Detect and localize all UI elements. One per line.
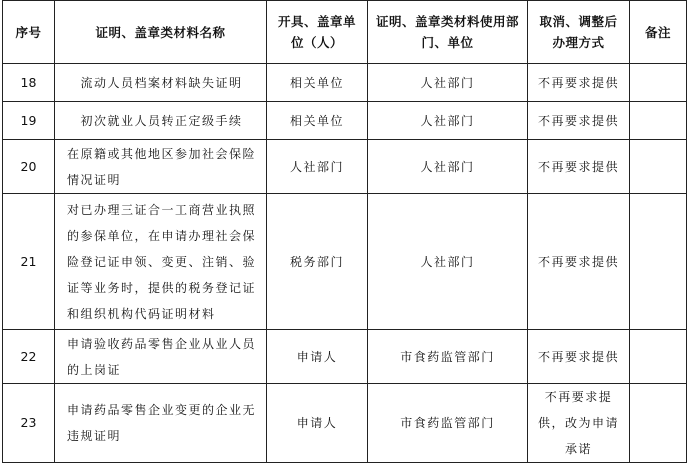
row-note bbox=[630, 140, 687, 194]
table-row bbox=[3, 384, 687, 463]
row-dept: 市食药监管部门 bbox=[368, 330, 528, 384]
row-no: 19 bbox=[3, 102, 55, 140]
header-issuer: 开具、盖章单位（人） bbox=[267, 1, 368, 64]
row-name: 在原籍或其他地区参加社会保险情况证明 bbox=[55, 140, 267, 194]
row-name: 对已办理三证合一工商营业执照的参保单位，在申请办理社会保险登记证申领、变更、注销、验证等业务时，提供的税务登记证和组织机构代码证明材料 bbox=[55, 194, 267, 330]
table-row bbox=[3, 140, 687, 194]
row-method: 不再要求提供 bbox=[528, 194, 630, 330]
row-note bbox=[630, 194, 687, 330]
row-method: 不再要求提供 bbox=[528, 330, 630, 384]
row-method: 不再要求提供 bbox=[528, 64, 630, 102]
header-row bbox=[3, 1, 687, 64]
materials-table bbox=[2, 0, 687, 463]
row-dept: 人社部门 bbox=[368, 64, 528, 102]
table-row bbox=[3, 194, 687, 330]
table-row bbox=[3, 64, 687, 102]
row-no: 18 bbox=[3, 64, 55, 102]
header-no: 序号 bbox=[3, 1, 55, 64]
row-name: 申请药品零售企业变更的企业无违规证明 bbox=[55, 384, 267, 463]
row-name: 流动人员档案材料缺失证明 bbox=[55, 64, 267, 102]
row-no: 23 bbox=[3, 384, 55, 463]
row-issuer: 申请人 bbox=[267, 384, 368, 463]
row-dept: 人社部门 bbox=[368, 102, 528, 140]
header-dept: 证明、盖章类材料使用部门、单位 bbox=[368, 1, 528, 64]
header-method: 取消、调整后办理方式 bbox=[528, 1, 630, 64]
row-issuer: 税务部门 bbox=[267, 194, 368, 330]
table-row bbox=[3, 102, 687, 140]
row-issuer: 相关单位 bbox=[267, 64, 368, 102]
row-method: 不再要求提供，改为申请承诺 bbox=[528, 384, 630, 463]
table-body bbox=[3, 64, 687, 463]
header-note: 备注 bbox=[630, 1, 687, 64]
row-dept: 人社部门 bbox=[368, 194, 528, 330]
row-method: 不再要求提供 bbox=[528, 102, 630, 140]
row-no: 20 bbox=[3, 140, 55, 194]
row-dept: 市食药监管部门 bbox=[368, 384, 528, 463]
row-note bbox=[630, 384, 687, 463]
row-issuer: 人社部门 bbox=[267, 140, 368, 194]
table-header bbox=[3, 1, 687, 64]
row-note bbox=[630, 102, 687, 140]
row-name: 初次就业人员转正定级手续 bbox=[55, 102, 267, 140]
table-row bbox=[3, 330, 687, 384]
row-issuer: 申请人 bbox=[267, 330, 368, 384]
row-note bbox=[630, 64, 687, 102]
row-dept: 人社部门 bbox=[368, 140, 528, 194]
row-no: 22 bbox=[3, 330, 55, 384]
row-method: 不再要求提供 bbox=[528, 140, 630, 194]
row-name: 申请验收药品零售企业从业人员的上岗证 bbox=[55, 330, 267, 384]
header-name: 证明、盖章类材料名称 bbox=[55, 1, 267, 64]
row-issuer: 相关单位 bbox=[267, 102, 368, 140]
row-note bbox=[630, 330, 687, 384]
row-no: 21 bbox=[3, 194, 55, 330]
